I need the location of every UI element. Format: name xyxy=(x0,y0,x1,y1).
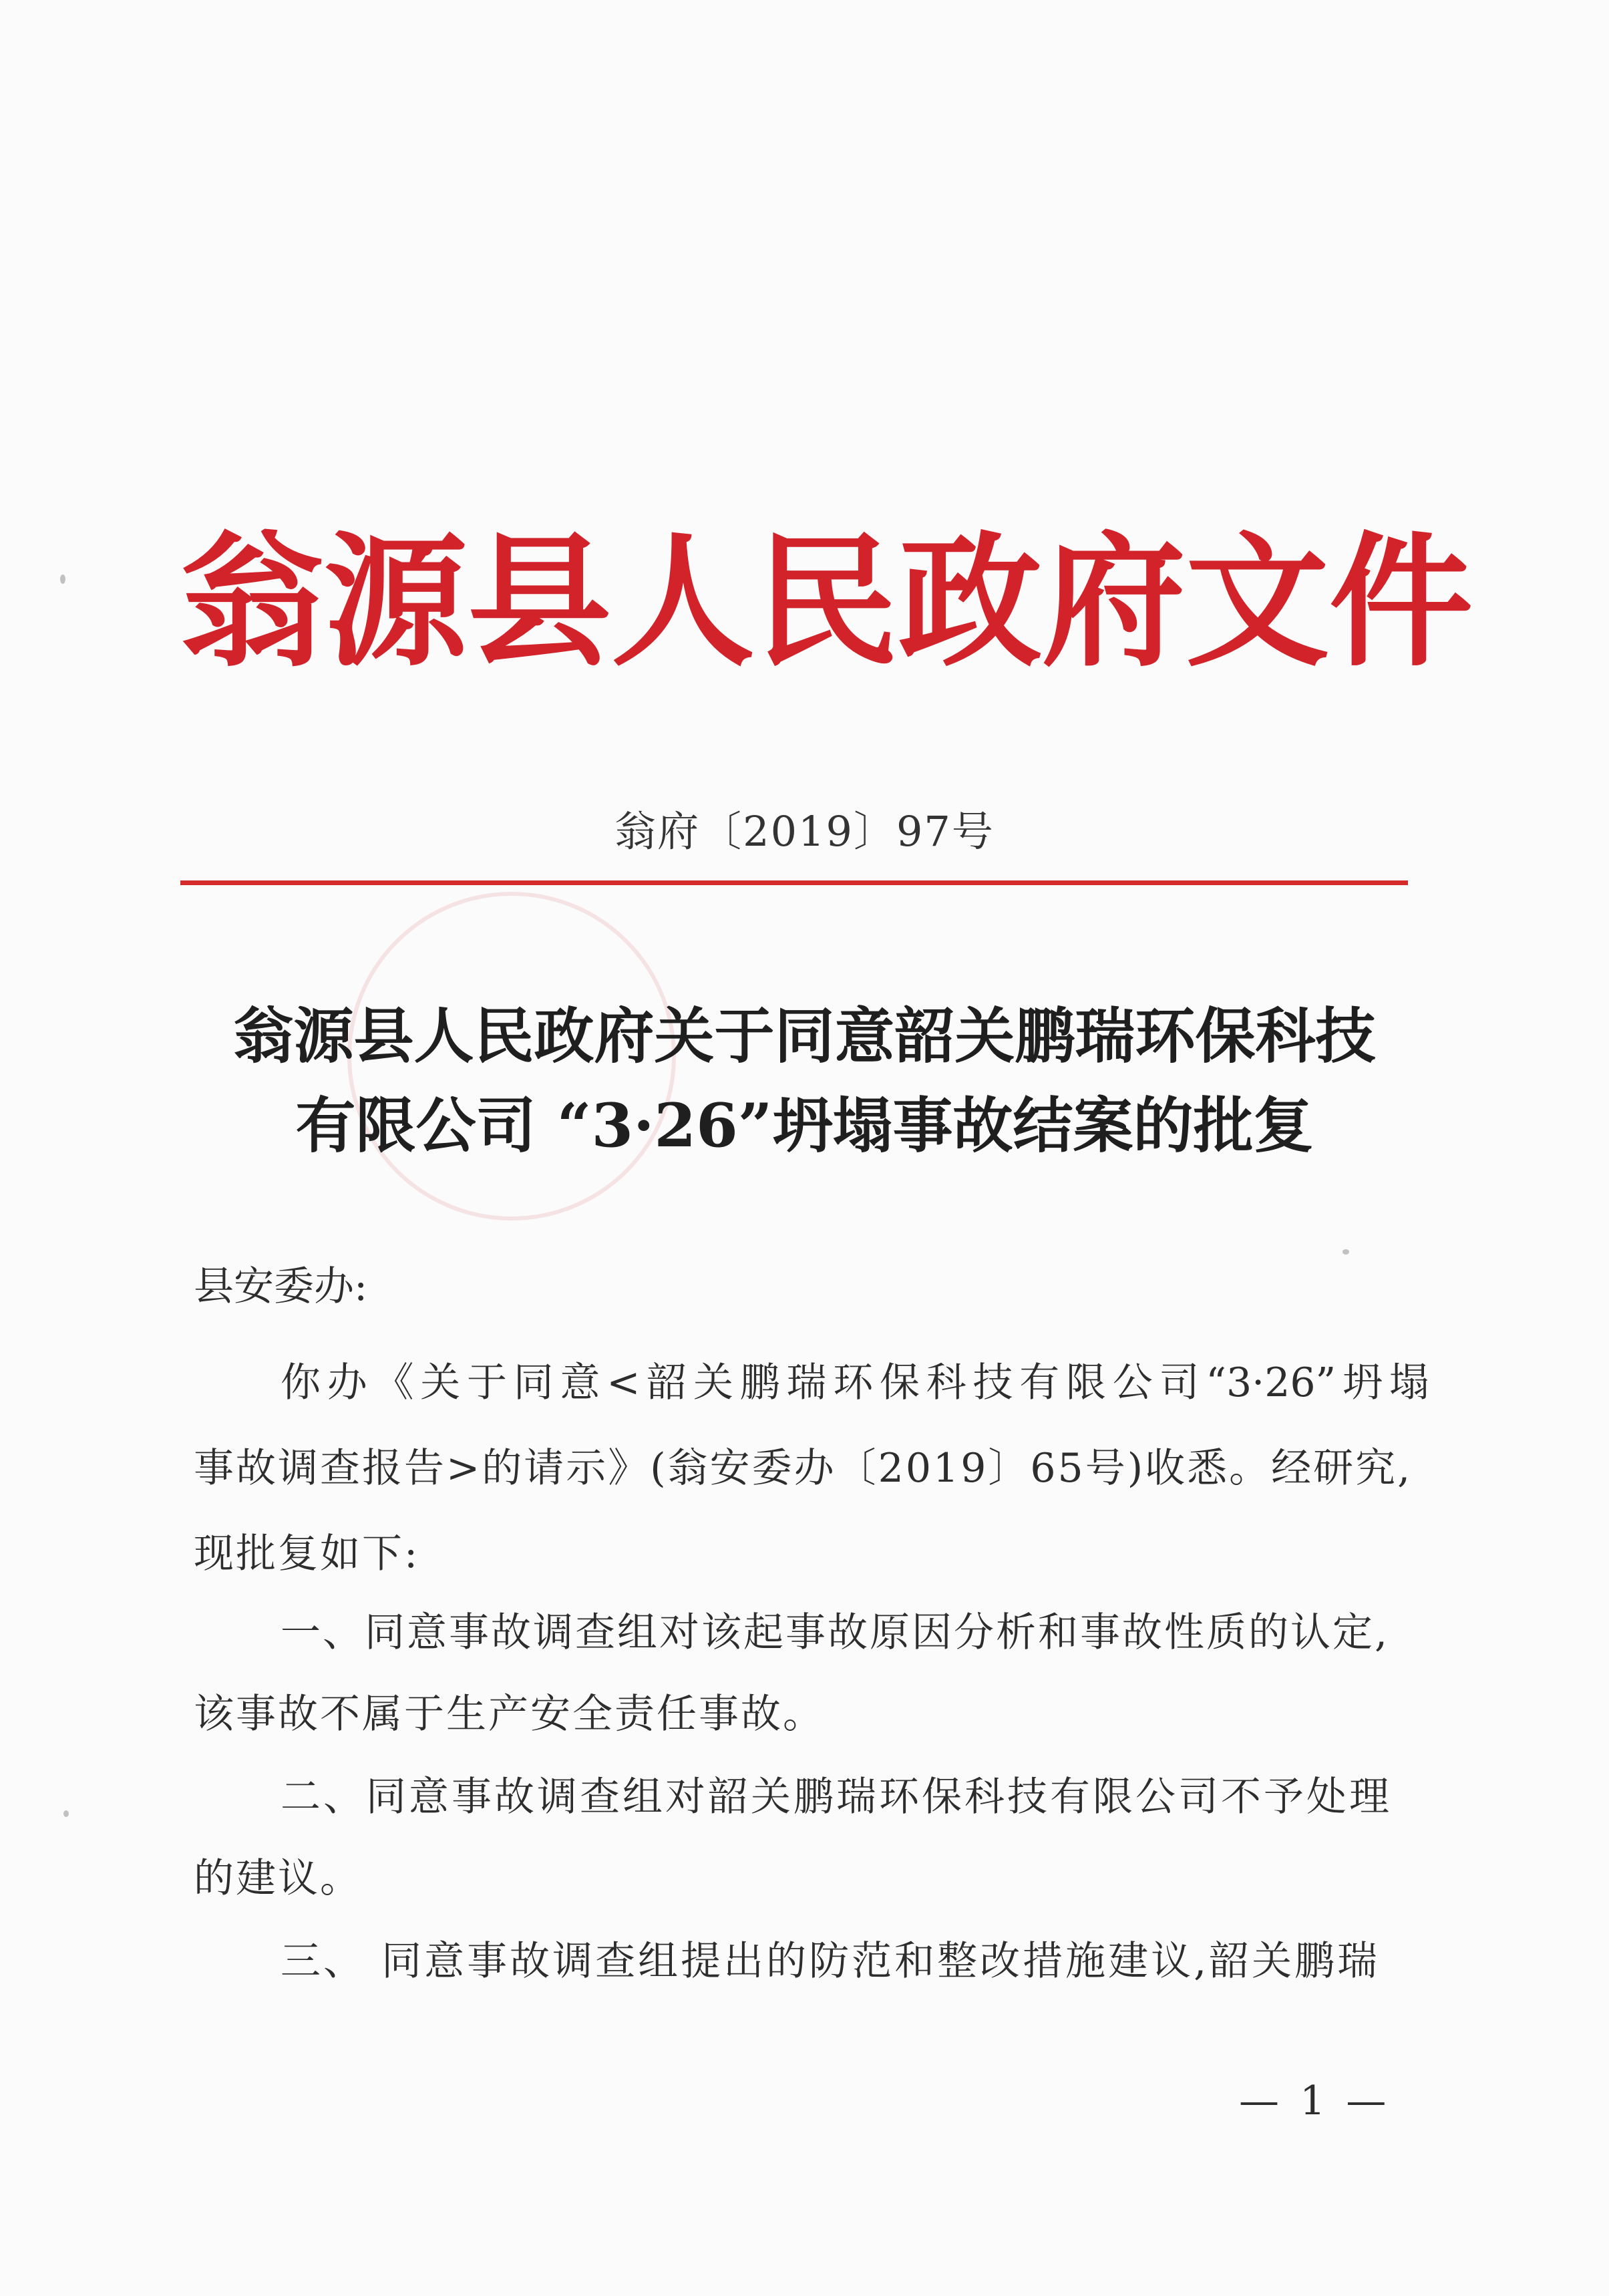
text-char: 你 xyxy=(281,1359,321,1406)
text-char: 意 xyxy=(560,1359,600,1406)
text-char: “3·26” xyxy=(1206,1359,1336,1406)
text-char: 限 xyxy=(1066,1359,1107,1406)
text-char: 关 xyxy=(420,1359,461,1406)
header-char: 人 xyxy=(611,516,755,686)
header-char: 翁 xyxy=(180,516,324,686)
issuer-header xyxy=(180,508,1473,695)
item-1-line-1: 一、同意事故调查组对该起事故原因分析和事故性质的认定, xyxy=(281,1609,1390,1656)
text-char: 科 xyxy=(926,1359,966,1406)
text-char: < xyxy=(606,1359,641,1406)
text-char: 韶 xyxy=(647,1359,687,1406)
salutation: 县安委办: xyxy=(194,1263,368,1310)
header-char: 源 xyxy=(324,516,468,686)
header-char: 文 xyxy=(1186,516,1329,686)
text-char: 塌 xyxy=(1389,1359,1429,1406)
paragraph-1-line-2: 事故调查报告>的请示》(翁安委办〔2019〕65号)收悉。经研究, xyxy=(194,1445,1413,1492)
header-divider xyxy=(180,880,1408,885)
scan-speck xyxy=(60,575,65,584)
paragraph-1-line-1 xyxy=(281,1359,1429,1406)
text-char: 办 xyxy=(327,1359,367,1406)
item-2-line-2: 的建议。 xyxy=(194,1855,362,1902)
text-char: 于 xyxy=(467,1359,507,1406)
item-2-line-1: 二、同意事故调查组对韶关鹏瑞环保科技有限公司不予处理 xyxy=(281,1774,1392,1820)
header-char: 府 xyxy=(1042,516,1186,686)
header-char: 政 xyxy=(898,516,1042,686)
text-char: 鹏 xyxy=(739,1359,780,1406)
page-number: — 1 — xyxy=(1239,2078,1391,2124)
document-title-line-2: 有限公司 “3·26”坍塌事故结案的批复 xyxy=(295,1090,1314,1161)
header-char: 件 xyxy=(1329,516,1473,686)
text-char: 坍 xyxy=(1342,1359,1383,1406)
scan-speck xyxy=(63,1810,69,1817)
item-3-line-1: 三、 同意事故调查组提出的防范和整改措施建议,韶关鹏瑞 xyxy=(281,1938,1381,1985)
text-char: 关 xyxy=(693,1359,734,1406)
document-title-line-1: 翁源县人民政府关于同意韶关鹏瑞环保科技 xyxy=(233,1001,1376,1072)
scan-speck xyxy=(1343,1249,1349,1255)
text-char: 环 xyxy=(833,1359,874,1406)
text-char: 技 xyxy=(972,1359,1013,1406)
header-char: 民 xyxy=(755,516,898,686)
text-char: 瑞 xyxy=(786,1359,827,1406)
text-char: 公 xyxy=(1112,1359,1153,1406)
text-char: 保 xyxy=(880,1359,920,1406)
document-number: 翁府〔2019〕97号 xyxy=(614,807,995,856)
text-char: 司 xyxy=(1159,1359,1200,1406)
text-char: 《 xyxy=(373,1359,414,1406)
text-char: 有 xyxy=(1019,1359,1060,1406)
text-char: 同 xyxy=(513,1359,554,1406)
paragraph-1-line-3: 现批复如下: xyxy=(194,1530,420,1577)
header-char: 县 xyxy=(468,516,611,686)
item-1-line-2: 该事故不属于生产安全责任事故。 xyxy=(194,1691,825,1738)
